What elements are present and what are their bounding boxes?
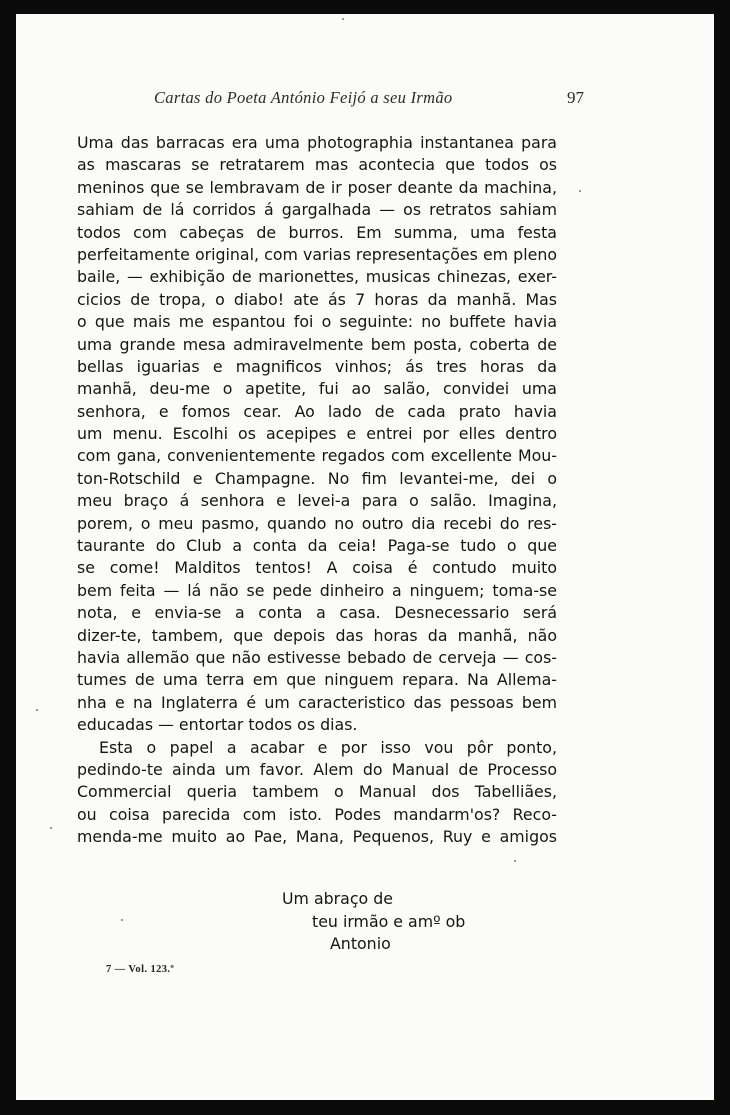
- text-line: uma grande mesa admiravelmente bem posta, coberta de: [77, 334, 557, 354]
- text-line: as mascaras se retratarem mas acontecia que todos os: [77, 155, 557, 175]
- text-line: perfeitamente original, com varias representações em pleno: [77, 244, 557, 264]
- text-line: sahiam de lá corridos á gargalhada — os retratos sahiam: [77, 200, 557, 220]
- closing-line: Um abraço de: [282, 889, 393, 908]
- text-line: com gana, convenientemente regados com excellente Mou-: [77, 446, 557, 466]
- page-header: [154, 88, 584, 112]
- text-line: um menu. Escolhi os acepipes e entrei por elles dentro: [77, 424, 557, 444]
- paper-speck: [50, 827, 52, 829]
- paper-speck: [342, 18, 344, 20]
- text-line: meninos que se lembravam de ir poser deante da machina,: [77, 177, 557, 197]
- text-line: Commercial queria tambem o Manual dos Tabelliães,: [77, 782, 557, 802]
- text-line: nha e na Inglaterra é um caracteristico das pessoas bem: [77, 692, 557, 712]
- text-line: bem feita — lá não se pede dinheiro a ninguem; toma-se: [77, 580, 557, 600]
- text-line: meu braço á senhora e levei-a para o salão. Imagina,: [77, 491, 557, 511]
- signature-mark: 7 — Vol. 123.º: [106, 964, 175, 975]
- text-line: senhora, e fomos cear. Ao lado de cada prato havia: [77, 401, 557, 421]
- text-line: Uma das barracas era uma photographia instantanea para: [77, 133, 557, 152]
- text-line: dizer-te, tambem, que depois das horas da manhã, não: [77, 625, 557, 645]
- text-line: pedindo-te ainda um favor. Alem do Manual de Processo: [77, 759, 557, 779]
- paper-speck: [36, 709, 38, 711]
- text-line: cicios de tropa, o diabo! ate ás 7 horas da manhã. Mas: [77, 289, 557, 309]
- running-head: Cartas do Poeta António Feijó a seu Irmão: [154, 88, 453, 107]
- text-line: taurante do Club a conta da ceia! Paga-se tudo o que: [77, 536, 557, 556]
- text-line: baile, — exhibição de marionettes, musicas chinezas, exer-: [77, 267, 557, 287]
- text-line: nota, e envia-se a conta a casa. Desnecessario será: [77, 603, 557, 623]
- page-number: 97: [567, 88, 584, 107]
- book-page: [16, 14, 714, 1100]
- text-line: o que mais me espantou foi o seguinte: no buffete havia: [77, 312, 557, 332]
- paper-speck: [514, 860, 516, 862]
- text-line: porem, o meu pasmo, quando no outro dia recebi do res-: [77, 513, 557, 533]
- text-line: bellas iguarias e magnificos vinhos; ás tres horas da: [77, 356, 557, 376]
- letter-body: [77, 132, 557, 849]
- text-line: tumes de uma terra em que ninguem repara. Na Allema-: [77, 670, 557, 690]
- text-line: Esta o papel a acabar e por isso vou pôr ponto,: [99, 737, 557, 757]
- text-line: ton-Rotschild e Champagne. No fim levantei-me, dei o: [77, 468, 557, 488]
- paper-speck: [579, 190, 581, 192]
- letter-closing: [282, 888, 465, 956]
- text-line: ou coisa parecida com isto. Podes mandarm'os? Reco-: [77, 804, 557, 824]
- closing-line: teu irmão e amº ob: [312, 911, 466, 931]
- paper-speck: [121, 919, 123, 921]
- text-line: havia allemão que não estivesse bebado de cerveja — cos-: [77, 647, 557, 667]
- signature-name: Antonio: [330, 934, 391, 954]
- text-line: menda-me muito ao Pae, Mana, Pequenos, Ruy e amigos: [77, 827, 557, 847]
- text-line: se come! Malditos tentos! A coisa é contudo muito: [77, 558, 557, 578]
- text-line: manhã, deu-me o apetite, fui ao salão, convidei uma: [77, 379, 557, 399]
- text-line: todos com cabeças de burros. Em summa, uma festa: [77, 222, 557, 242]
- text-line: educadas — entortar todos os dias.: [77, 715, 358, 735]
